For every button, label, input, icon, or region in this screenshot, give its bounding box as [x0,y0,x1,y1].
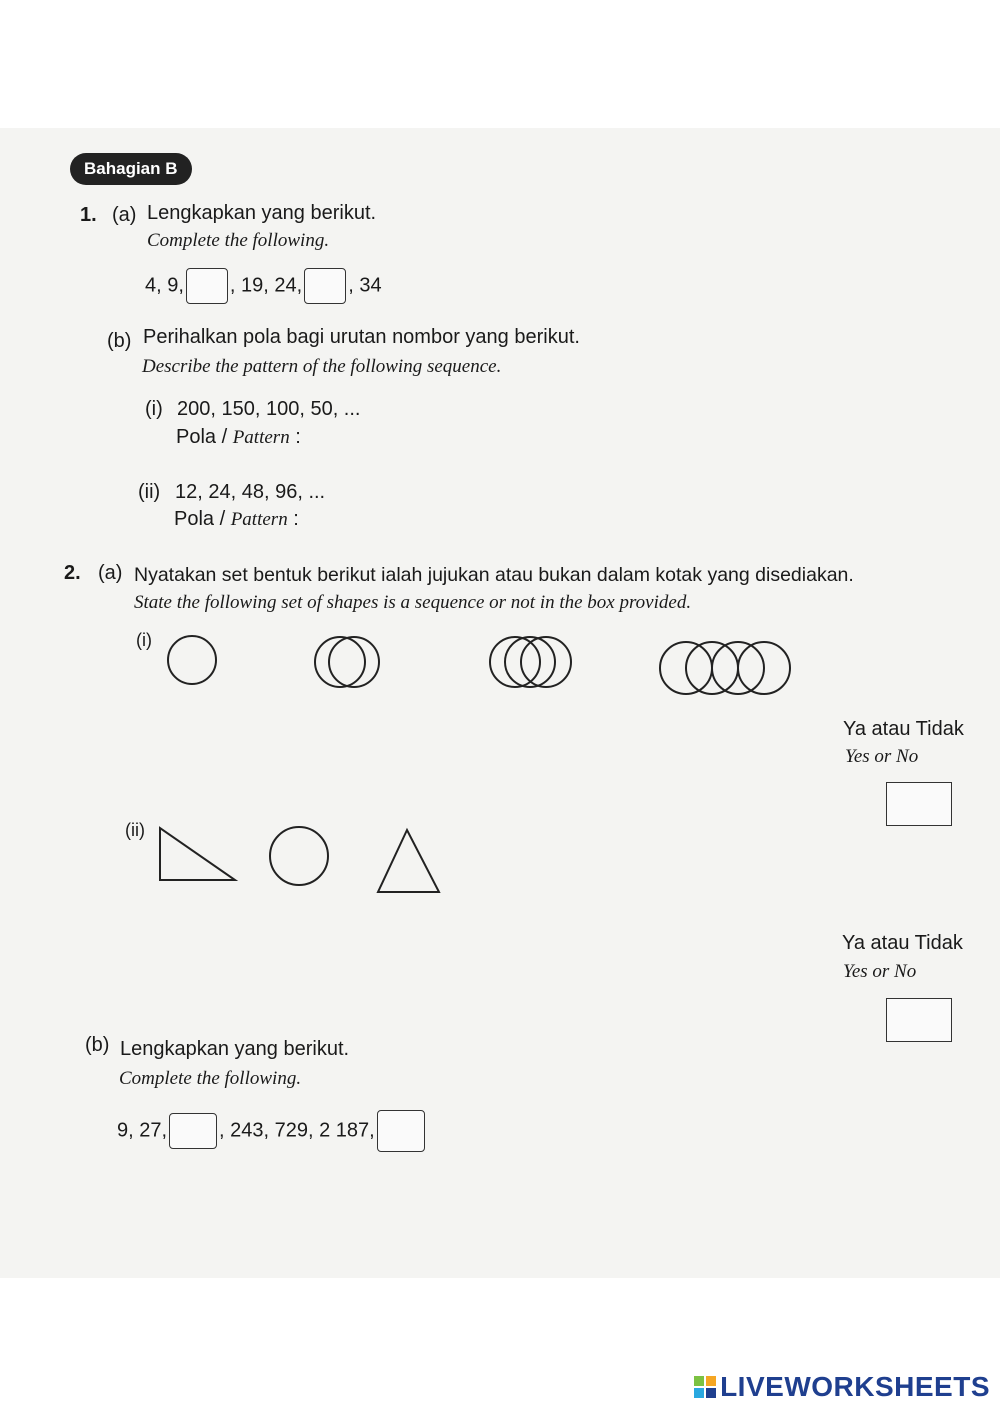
q1a-answer-box-2[interactable] [304,268,346,304]
q1a-letter: (a) [112,204,137,226]
triangle-shape [378,830,439,892]
q2a-i-answer-box[interactable] [886,782,952,826]
liveworksheets-mark-icon [694,1376,716,1398]
q2a-instruction-ms: Nyatakan set bentuk berikut ialah jujukan atau bukan dalam kotak yang disediakan. [134,564,854,586]
q2a-ii-yes-no-ms: Ya atau Tidak [842,932,963,954]
right-triangle-shape [160,828,235,880]
q2b-instruction-en: Complete the following. [119,1068,302,1089]
q2a-ii-shapes [155,820,455,900]
q1b-instruction-ms: Perihalkan pola bagi urutan nombor yang berikut. [143,326,580,348]
q2b-answer-box-1[interactable] [169,1113,217,1149]
q1b-ii-pattern-label: Pola / Pattern : [174,508,299,530]
q1a-answer-box-1[interactable] [186,268,228,304]
q2a-ii-answer-box[interactable] [886,998,952,1042]
q1b-letter: (b) [107,330,132,352]
q2b-instruction-ms: Lengkapkan yang berikut. [120,1038,350,1060]
q1a-instruction-en: Complete the following. [147,230,330,251]
q1b-i-label: (i) [145,398,163,420]
q1a-sequence: 4, 9, , 19, 24, , 34 [145,268,382,304]
q1-number: 1. [80,204,97,226]
section-label: Bahagian B [70,153,192,185]
q2a-i-yes-no-en: Yes or No [845,746,919,767]
circle-shape [270,827,328,885]
q2a-instruction-en: State the following set of shapes is a sequence or not in the box provided. [134,592,692,613]
q2b-answer-box-2[interactable] [377,1110,425,1152]
q2a-ii-label: (ii) [125,820,145,840]
circle-shape [490,637,540,687]
q2a-i-shapes [160,628,810,703]
circle-shape [505,637,555,687]
q1b-i-pattern-label: Pola / Pattern : [176,426,301,448]
circle-shape [168,636,216,684]
q1a-instruction-ms: Lengkapkan yang berikut. [147,202,377,224]
liveworksheets-logo[interactable]: LIVEWORKSHEETS [694,1371,990,1403]
circle-shape [315,637,365,687]
q1b-i-sequence: 200, 150, 100, 50, ... [177,398,361,420]
q2b-letter: (b) [85,1034,110,1056]
circle-shape [329,637,379,687]
q2a-i-yes-no-ms: Ya atau Tidak [843,718,964,740]
circle-shape [521,637,571,687]
q1b-ii-sequence: 12, 24, 48, 96, ... [175,481,326,503]
q1b-instruction-en: Describe the pattern of the following sequence. [142,356,502,377]
q2-number: 2. [64,562,81,584]
q1b-ii-label: (ii) [138,481,161,503]
q2a-ii-yes-no-en: Yes or No [843,961,917,982]
q2b-sequence: 9, 27, , 243, 729, 2 187, [117,1110,427,1152]
q2a-i-label: (i) [136,630,152,650]
q2a-letter: (a) [98,562,123,584]
